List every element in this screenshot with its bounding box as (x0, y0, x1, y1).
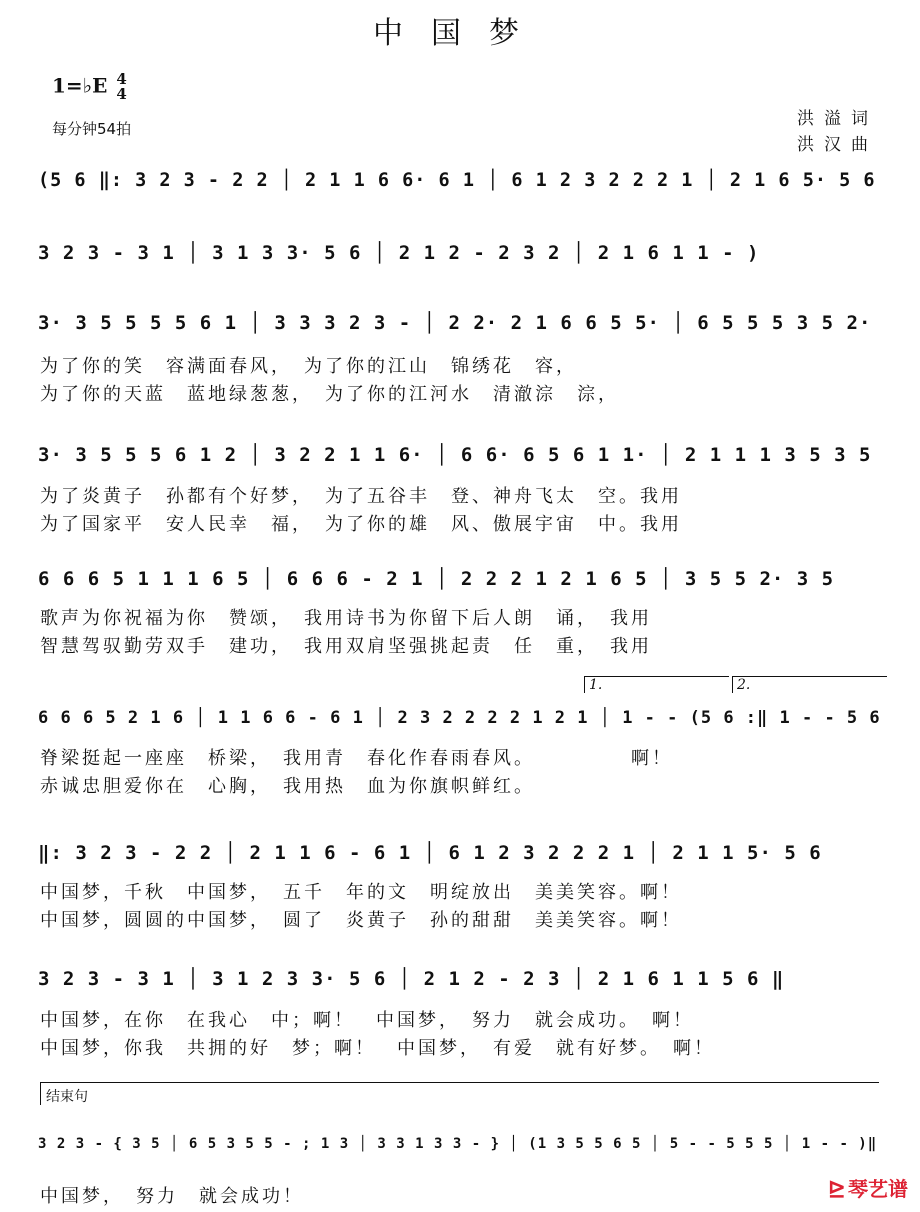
logo-icon: ⊵ (827, 1177, 846, 1202)
lyric-line: 中国梦，在你 在我心 中；啊！ 中国梦， 努力 就会成功。 啊！ (40, 1010, 694, 1031)
ending-label: 结束句 (46, 1089, 88, 1105)
lyric-line: 为了你的笑 容满面春风， 为了你的江山 锦绣花 容， (40, 356, 577, 377)
time-top: 4 (116, 70, 127, 88)
first-ending: 1. (584, 676, 729, 693)
staff-line-6 (38, 708, 884, 742)
lyric-line: 中国梦， 努力 就会成功！ (40, 1186, 304, 1207)
watermark-text: 琴艺谱 (848, 1177, 908, 1201)
staff-line-8 (38, 968, 884, 1002)
site-watermark (828, 1173, 908, 1202)
lyric-line: 中国梦，你我 共拥的好 梦；啊！ 中国梦， 有爱 就有好梦。 啊！ (40, 1038, 715, 1059)
lyric-line: 智慧驾驭勤劳双手 建功， 我用双肩坚强挑起责 任 重， 我用 (40, 636, 652, 657)
notation-line: 6 6 6 5 2 1 6 │ 1 1 6 6 - 6 1 │ 2 3 2 2 2 2 1 2 1 │ 1 - - (5 6 :‖ 1 - - 5 6 (38, 708, 881, 728)
lyricist-credit: 洪溢词 (797, 109, 878, 129)
staff-line-1 (38, 170, 884, 204)
lyric-line: 为了国家平 安人民幸 福， 为了你的雄 风、傲展宇宙 中。我用 (40, 514, 682, 535)
staff-line-2 (38, 242, 884, 276)
staff-line-5 (38, 568, 884, 602)
key-prefix: 1=♭E (52, 73, 108, 98)
notation-line: 3 2 3 - { 3 5 │ 6 5 3 5 5 - ; 1 3 │ 3 3 1 3 3 - } │ (1 3 5 5 6 5 │ 5 - - 5 5 5 │ 1 - - )‖ (38, 1136, 878, 1152)
lyric-line: 赤诚忠胆爱你在 心胸， 我用热 血为你旗帜鲜红。 (40, 776, 535, 797)
staff-line-4 (38, 444, 884, 478)
notation-line: (5 6 ‖: 3 2 3 - 2 2 │ 2 1 1 6 6· 6 1 │ 6 1 2 3 2 2 2 1 │ 2 1 6 5· 5 6 (38, 170, 876, 191)
staff-line-7 (38, 842, 884, 876)
notation-line: 3· 3 5 5 5 6 1 2 │ 3 2 2 1 1 6· │ 6 6· 6 5 6 1 1· │ 2 1 1 1 3 5 3 5 (38, 444, 872, 466)
notation-line: 3 2 3 - 3 1 │ 3 1 3 3· 5 6 │ 2 1 2 - 2 3 2 │ 2 1 6 1 1 - ) (38, 242, 760, 264)
lyric-line: 为了你的天蓝 蓝地绿葱葱， 为了你的江河水 清澈淙 淙， (40, 384, 619, 405)
lyric-line: 为了炎黄子 孙都有个好梦， 为了五谷丰 登、神舟飞太 空。我用 (40, 486, 682, 507)
lyric-line: 中国梦，千秋 中国梦， 五千 年的文 明绽放出 美美笑容。啊！ (40, 882, 682, 903)
notation-line: 3 2 3 - 3 1 │ 3 1 2 3 3· 5 6 │ 2 1 2 - 2 3 │ 2 1 6 1 1 5 6 ‖ (38, 968, 785, 990)
notation-line: ‖: 3 2 3 - 2 2 │ 2 1 1 6 - 6 1 │ 6 1 2 3 2 2 2 1 │ 2 1 1 5· 5 6 (38, 842, 822, 864)
key-signature (52, 72, 127, 102)
lyric-line: 歌声为你祝福为你 赞颂， 我用诗书为你留下后人朗 诵， 我用 (40, 608, 652, 629)
song-title: 中国梦 (373, 16, 547, 51)
notation-line: 6 6 6 5 1 1 1 6 5 │ 6 6 6 - 2 1 │ 2 2 2 1 2 1 6 5 │ 3 5 5 2· 3 5 (38, 568, 835, 590)
composer-credit: 洪汉曲 (797, 135, 878, 155)
staff-line-3 (38, 312, 884, 346)
ending-bracket (40, 1082, 879, 1105)
staff-line-9 (38, 1136, 884, 1170)
tempo-marking: 每分钟54拍 (52, 120, 132, 138)
notation-line: 3· 3 5 5 5 5 6 1 │ 3 3 3 2 3 - │ 2 2· 2 1 6 6 5 5· │ 6 5 5 5 3 5 2· (38, 312, 872, 334)
lyric-line: 脊梁挺起一座座 桥梁， 我用青 春化作春雨春风。 啊！ (40, 748, 673, 769)
time-signature (116, 72, 126, 102)
second-ending: 2. (732, 676, 887, 693)
time-bottom: 4 (116, 85, 127, 103)
lyric-line: 中国梦，圆圆的中国梦， 圆了 炎黄子 孙的甜甜 美美笑容。啊！ (40, 910, 682, 931)
